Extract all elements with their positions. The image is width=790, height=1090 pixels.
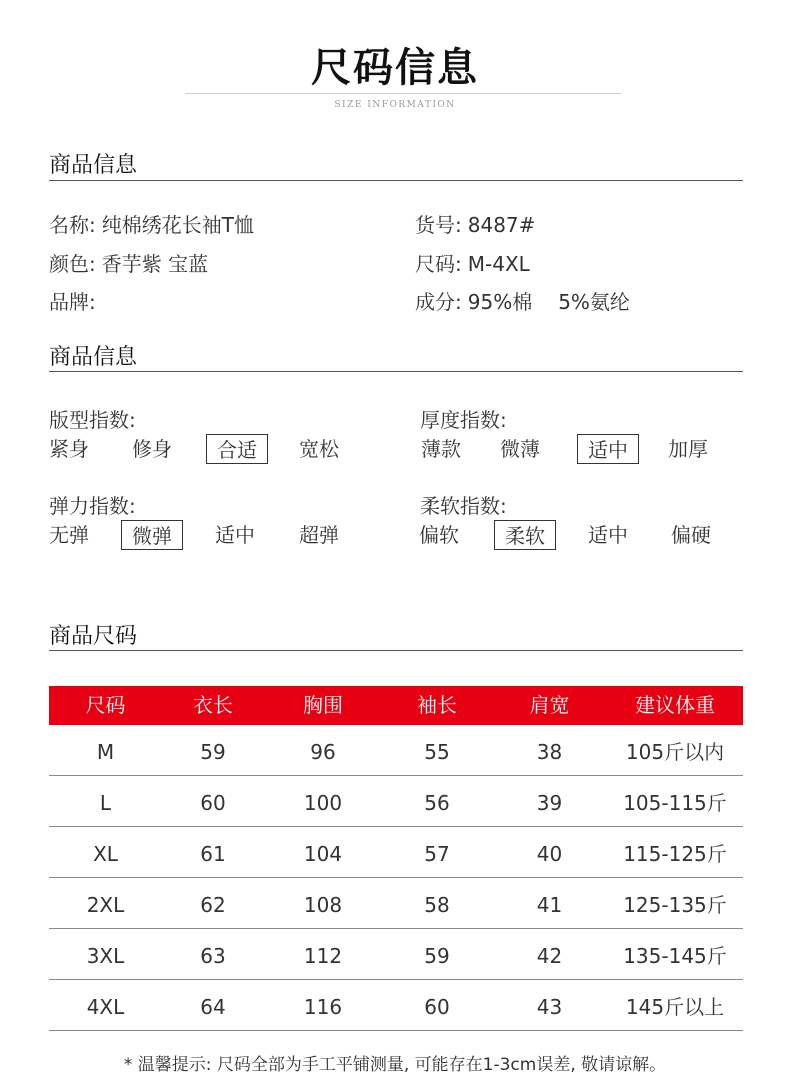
elasticity-option-super: 超弹 — [299, 523, 339, 547]
table-cell: 3XL — [86, 944, 125, 968]
product-name-value: 纯棉绣花长袖T恤 — [101, 213, 254, 237]
section-divider — [49, 371, 743, 372]
header-weight: 建议体重 — [635, 693, 715, 717]
table-cell: XL — [93, 842, 118, 866]
table-cell: M — [96, 740, 115, 764]
item-number-label: 货号: — [415, 213, 462, 237]
table-cell: 135-145斤 — [623, 944, 727, 968]
header-chest: 胸围 — [303, 693, 343, 717]
table-cell: 39 — [536, 791, 563, 815]
table-row — [49, 725, 743, 776]
table-cell: L — [99, 791, 112, 815]
product-brand-row — [49, 286, 102, 315]
table-cell: 56 — [424, 791, 450, 815]
table-cell: 105-115斤 — [623, 791, 727, 815]
product-color-label: 颜色: — [49, 252, 96, 276]
product-composition-row — [415, 286, 630, 315]
table-row — [49, 878, 743, 929]
product-size-label: 尺码: — [415, 252, 462, 276]
thickness-option-thin: 薄款 — [421, 437, 461, 461]
product-name-row — [49, 209, 254, 238]
product-composition-spandex: 5%氨纶 — [558, 290, 630, 314]
elasticity-option-slight-selected: 微弹 — [121, 520, 183, 550]
softness-index-title: 柔软指数: — [420, 494, 507, 518]
table-cell: 125-135斤 — [623, 893, 727, 917]
table-cell: 145斤以上 — [625, 995, 725, 1019]
table-cell: 115-125斤 — [623, 842, 727, 866]
table-cell: 58 — [424, 893, 450, 917]
product-brand-label: 品牌: — [49, 290, 96, 314]
elasticity-option-none: 无弹 — [49, 523, 89, 547]
softness-option-soft-ish: 偏软 — [419, 523, 459, 547]
elasticity-option-medium: 适中 — [215, 523, 255, 547]
fit-option-regular-selected: 合适 — [206, 434, 268, 464]
product-composition-label: 成分: — [415, 290, 462, 314]
size-table — [49, 686, 743, 1031]
table-cell: 116 — [303, 995, 343, 1019]
table-cell: 59 — [200, 740, 226, 764]
table-cell: 60 — [424, 995, 450, 1019]
table-cell: 63 — [200, 944, 226, 968]
item-number-row — [415, 209, 535, 238]
measurement-note: * 温馨提示: 尺码全部为手工平铺测量, 可能存在1-3cm误差, 敬请谅解。 — [123, 1055, 667, 1075]
product-size-row — [415, 248, 530, 277]
table-cell: 59 — [424, 944, 450, 968]
product-color-value: 香芋紫 宝蓝 — [101, 252, 209, 276]
elasticity-index-title: 弹力指数: — [49, 494, 136, 518]
softness-option-hard-ish: 偏硬 — [671, 523, 711, 547]
table-cell: 57 — [424, 842, 450, 866]
section-divider — [49, 180, 743, 181]
fit-option-slim: 修身 — [132, 437, 172, 461]
title-divider — [185, 93, 621, 94]
header-shoulder: 肩宽 — [529, 693, 570, 717]
thickness-option-slightly-thin: 微薄 — [500, 437, 540, 461]
thickness-index-title: 厚度指数: — [420, 408, 507, 432]
table-cell: 41 — [536, 893, 563, 917]
table-cell: 61 — [200, 842, 226, 866]
section-title-size-chart: 商品尺码 — [49, 624, 138, 649]
table-cell: 96 — [310, 740, 336, 764]
product-color-row — [49, 248, 208, 277]
table-cell: 55 — [424, 740, 450, 764]
table-cell: 4XL — [86, 995, 125, 1019]
fit-index-title: 版型指数: — [49, 408, 136, 432]
table-cell: 40 — [536, 842, 563, 866]
fit-option-loose: 宽松 — [299, 437, 339, 461]
header-length: 衣长 — [193, 693, 233, 717]
page-title: 尺码信息 — [311, 45, 479, 91]
section-divider — [49, 650, 743, 651]
size-table-header — [49, 686, 743, 725]
thickness-option-medium-selected: 适中 — [577, 434, 639, 464]
softness-option-medium: 适中 — [588, 523, 628, 547]
table-cell: 112 — [303, 944, 343, 968]
section-title-product-info: 商品信息 — [49, 153, 138, 178]
table-cell: 104 — [303, 842, 343, 866]
header-size: 尺码 — [85, 693, 126, 717]
table-cell: 64 — [200, 995, 226, 1019]
table-cell: 60 — [200, 791, 226, 815]
table-row — [49, 827, 743, 878]
product-name-label: 名称: — [49, 213, 96, 237]
table-cell: 38 — [536, 740, 563, 764]
thickness-option-thick: 加厚 — [668, 437, 708, 461]
table-cell: 43 — [536, 995, 563, 1019]
softness-option-soft-selected: 柔软 — [494, 520, 556, 550]
section-title-indices: 商品信息 — [49, 345, 138, 370]
table-row — [49, 776, 743, 827]
table-row — [49, 929, 743, 980]
item-number-value: 8487# — [467, 213, 536, 237]
table-cell: 2XL — [86, 893, 125, 917]
product-size-value: M-4XL — [467, 252, 530, 276]
product-composition-cotton: 95%棉 — [467, 290, 533, 314]
table-cell: 100 — [303, 791, 343, 815]
table-row — [49, 980, 743, 1031]
header-sleeve: 袖长 — [417, 693, 457, 717]
fit-option-tight: 紧身 — [49, 437, 89, 461]
page-subtitle: SIZE INFORMATION — [334, 100, 456, 110]
table-cell: 62 — [200, 893, 226, 917]
table-cell: 108 — [303, 893, 343, 917]
table-cell: 105斤以内 — [625, 740, 725, 764]
table-cell: 42 — [536, 944, 563, 968]
